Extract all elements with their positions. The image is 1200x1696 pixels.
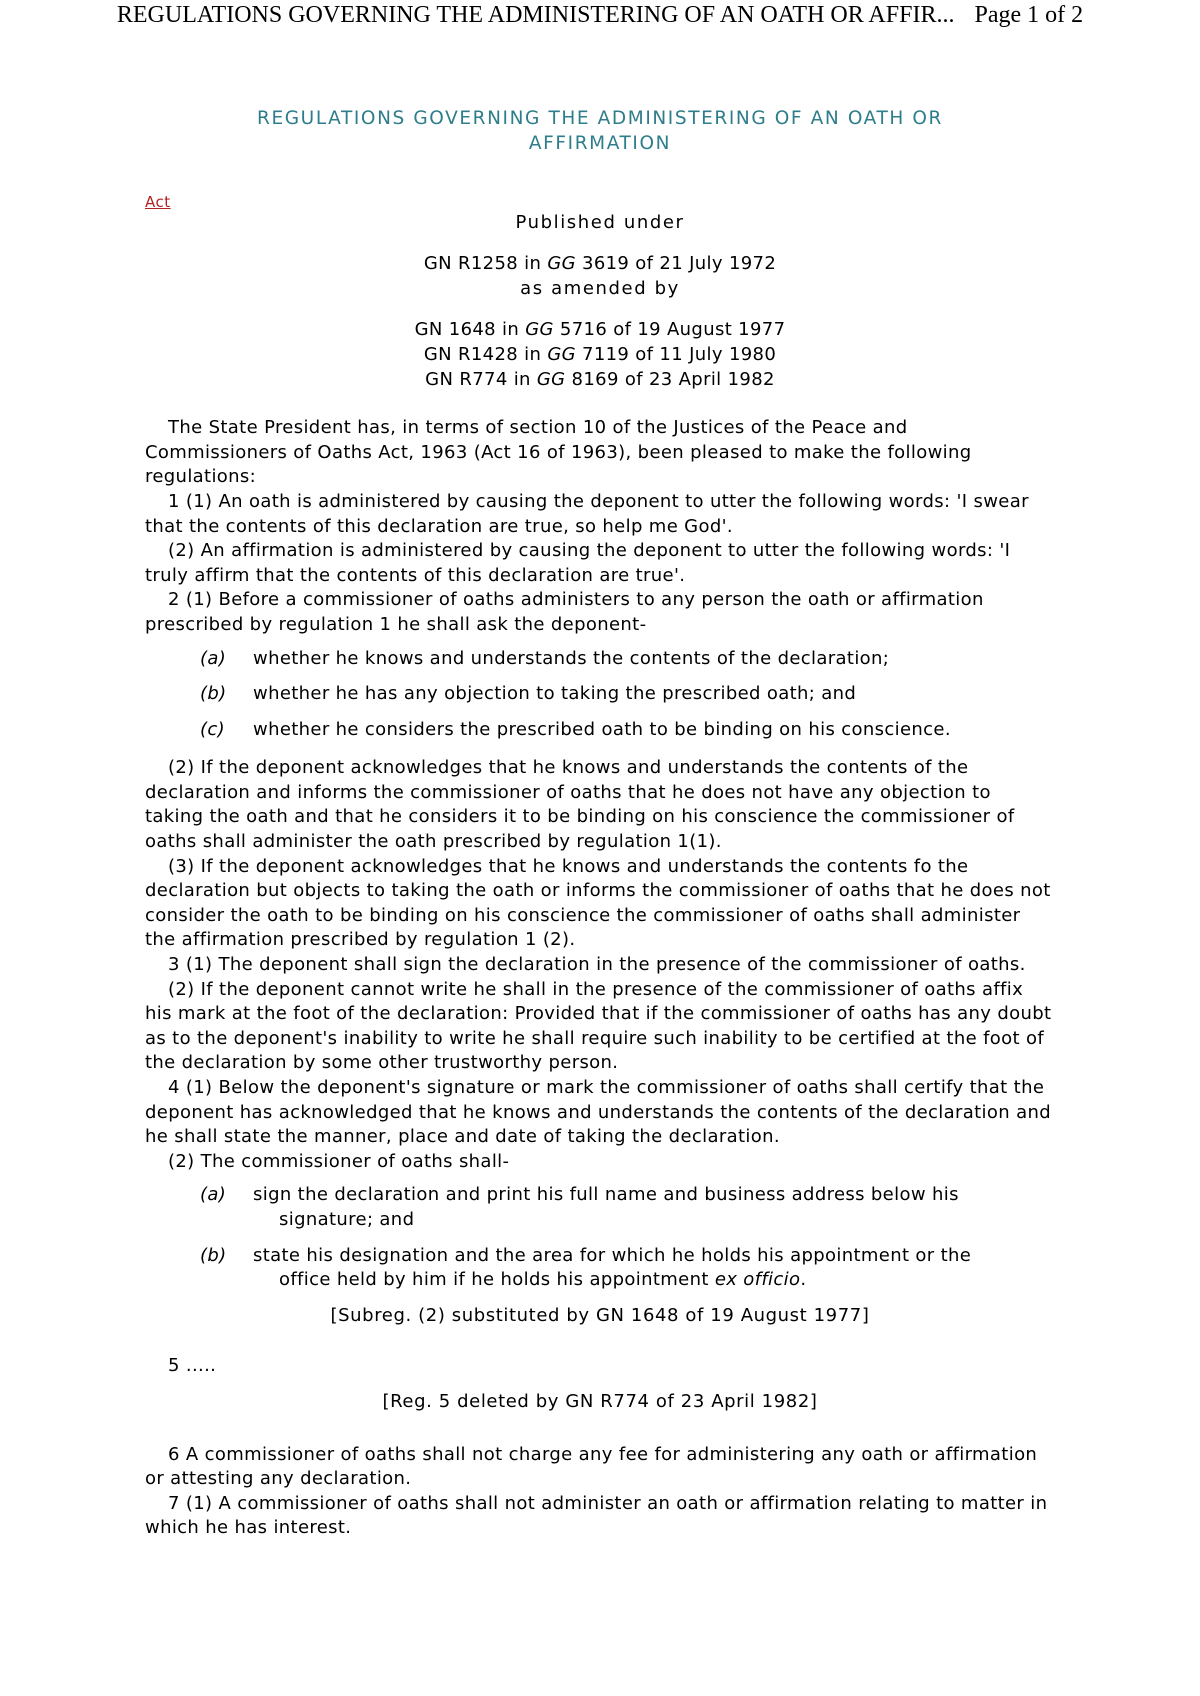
- regulation-2-3: (3) If the deponent acknowledges that he knows and understands the contents fo the declaration but objects to taking the oath or informs the commissioner of oaths that he does not consider the oath to be binding on his conscience the commissioner of oaths shall administer the affirmation prescribed by regulation 1 (2).: [145, 855, 1051, 951]
- regulation-2-1-items: [145, 647, 1055, 743]
- amendments-list: [145, 318, 1055, 392]
- regulation-2-2: (2) If the deponent acknowledges that he knows and understands the contents of the declaration and informs the commissioner of oaths that he does not have any objection to taking the oath and that he considers it to be binding on his conscience the commissioner of oaths shall administer the oath prescribed by regulation 1(1).: [145, 757, 1015, 853]
- act-link[interactable]: Act: [145, 193, 171, 211]
- list-item: (a) sign the declaration and print his full name and business address below his signature; and: [200, 1184, 959, 1230]
- regulation-1-1: 1 (1) An oath is administered by causing the deponent to utter the following words: 'I swear that the contents of this declaration are true, so help me God'.: [145, 490, 1029, 537]
- amendment-line: GN 1648 in GG 5716 of 19 August 1977: [414, 319, 786, 341]
- amendment-note: [Subreg. (2) substituted by GN 1648 of 19 August 1977]: [330, 1304, 870, 1326]
- page-header: [0, 0, 1200, 32]
- document-body: [145, 106, 1055, 1541]
- published-under: Published under: [515, 211, 685, 233]
- amendment-note: [Reg. 5 deleted by GN R774 of 23 April 1982]: [382, 1390, 818, 1412]
- regulation-4-1: 4 (1) Below the deponent's signature or mark the commissioner of oaths shall certify that the deponent has acknowledged that he knows and understands the contents of the declaration and he shall state the manner, place and date of taking the declaration.: [145, 1077, 1052, 1148]
- regulation-4-2-items: [145, 1183, 1055, 1292]
- regulation-7-1: 7 (1) A commissioner of oaths shall not administer an oath or affirmation relating to matter in which he has interest.: [145, 1492, 1048, 1539]
- header-title: REGULATIONS GOVERNING THE ADMINISTERING OF AN OATH OR AFFIR...: [116, 2, 955, 28]
- document-title: REGULATIONS GOVERNING THE ADMINISTERING OF AN OATH OR AFFIRMATION: [257, 108, 943, 154]
- regulation-2-1: 2 (1) Before a commissioner of oaths administers to any person the oath or affirmation prescribed by regulation 1 he shall ask the deponent-: [145, 589, 984, 635]
- list-item: (a) whether he knows and understands the contents of the declaration;: [200, 647, 890, 669]
- list-item: (c) whether he considers the prescribed oath to be binding on his conscience.: [200, 718, 951, 740]
- regulation-6: 6 A commissioner of oaths shall not charge any fee for administering any oath or affirmation or attesting any declaration.: [145, 1443, 1038, 1490]
- regulation-3-1: 3 (1) The deponent shall sign the declaration in the presence of the commissioner of oaths.: [168, 954, 1026, 976]
- regulation-3-2: (2) If the deponent cannot write he shall in the presence of the commissioner of oaths affix his mark at the foot of the declaration: Provided that if the commissioner of oaths has any doubt as to the deponent's inability to write he shall require such inability to be certified at the foot of the declaration by some other trustworthy person.: [145, 978, 1052, 1074]
- list-item: (b) state his designation and the area for which he holds his appointment or the office held by him if he holds his appointment ex officio.: [200, 1244, 972, 1291]
- intro-paragraph: The State President has, in terms of section 10 of the Justices of the Peace and Commissioners of Oaths Act, 1963 (Act 16 of 1963), been pleased to make the following regulations:: [145, 417, 972, 488]
- header-page-number: Page 1 of 2: [974, 2, 1084, 28]
- amendment-line: GN R1428 in GG 7119 of 11 July 1980: [423, 343, 777, 365]
- amendment-line: GN R774 in GG 8169 of 23 April 1982: [425, 368, 775, 390]
- regulation-5: 5 .....: [168, 1355, 217, 1377]
- as-amended-by: as amended by: [520, 277, 680, 299]
- gazette-notice-main: GN R1258 in GG 3619 of 21 July 1972: [423, 253, 777, 275]
- regulation-4-2: (2) The commissioner of oaths shall-: [168, 1150, 510, 1172]
- regulation-1-2: (2) An affirmation is administered by causing the deponent to utter the following words: 'I truly affirm that the contents of this declaration are true'.: [145, 540, 1011, 586]
- list-item: (b) whether he has any objection to taking the prescribed oath; and: [200, 683, 857, 705]
